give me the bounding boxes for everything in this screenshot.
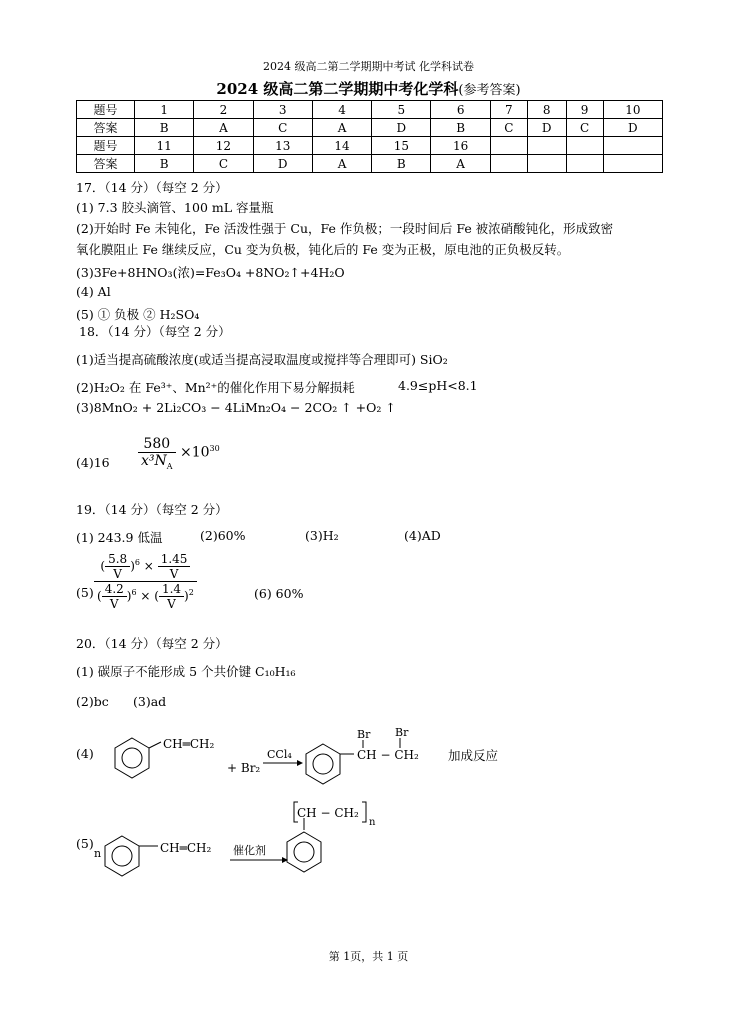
table-cell: 1	[135, 101, 194, 119]
q19-term	[159, 582, 184, 611]
q19-term-num: 4.2	[102, 582, 127, 597]
q20-answer-3: (3)ad	[133, 694, 167, 709]
table-cell: 3	[253, 101, 312, 119]
page-footer: 第 1页，共 1 页	[328, 950, 409, 963]
page-title	[0, 78, 737, 99]
title-main: 2024 级高二第二学期期中考化学科	[216, 80, 459, 98]
benzene-ring-icon	[105, 836, 158, 876]
q19-term-exp: 6	[131, 588, 137, 597]
q18-denominator	[138, 453, 176, 469]
q19-term-exp: 2	[188, 588, 194, 597]
table-cell: 6	[431, 101, 490, 119]
q20-reaction-5	[90, 800, 410, 890]
q18-formula	[138, 436, 220, 469]
q18-answer-4-prefix: (4)16	[76, 455, 110, 470]
table-row	[77, 137, 663, 155]
q19-answer-1: (1) 243.9 低温	[76, 530, 163, 545]
q18-answer-2: (2)H₂O₂ 在 Fe³⁺、Mn²⁺的催化作用下易分解损耗	[76, 380, 355, 395]
table-cell: 答案	[77, 119, 135, 137]
styrene-group: CH═CH₂	[163, 737, 215, 751]
q20-answer-5-label: (5)	[76, 836, 94, 851]
table-cell	[603, 155, 662, 173]
title-suffix: (参考答案)	[458, 83, 521, 98]
q19-answer-3: (3)H₂	[305, 528, 339, 543]
q19-answer-4: (4)AD	[404, 528, 441, 543]
q19-term-den: V	[169, 567, 179, 581]
table-cell: 13	[253, 137, 312, 155]
table-row	[77, 119, 663, 137]
table-cell: A	[312, 119, 371, 137]
bromine-reagent: + Br₂	[227, 761, 261, 775]
table-cell: A	[312, 155, 371, 173]
table-cell: C	[253, 119, 312, 137]
q19-term-exp: 6	[134, 558, 140, 567]
q19-k-fraction	[94, 552, 197, 611]
q17-answer-1: (1) 7.3 胶头滴管、100 mL 容量瓶	[76, 200, 274, 215]
table-cell: A	[194, 119, 253, 137]
q19-term	[102, 582, 127, 611]
table-cell: 8	[527, 101, 566, 119]
q19-term-den: V	[113, 567, 122, 581]
q18-den-text: x³N	[141, 453, 167, 469]
q20-reaction-type: 加成反应	[448, 748, 499, 763]
q18-exponent: 30	[209, 443, 220, 453]
q19-k-expression	[94, 552, 197, 611]
q20-reaction-4	[105, 728, 465, 798]
benzene-ring-icon	[287, 832, 321, 872]
q18-answer-3: (3)8MnO₂ + 2Li₂CO₃ − 4LiMn₂O₄ − 2CO₂ ↑ +O₂ ↑	[76, 400, 396, 415]
q19-term-num: 1.4	[159, 582, 184, 597]
q17-answer-4: (4) Al	[76, 284, 111, 299]
q18-answer-1: (1)适当提高硫酸浓度(或适当提高浸取温度或搅拌等合理即可) SiO₂	[76, 352, 448, 367]
table-cell: B	[431, 119, 490, 137]
table-cell	[566, 155, 603, 173]
table-cell: D	[603, 119, 662, 137]
table-cell: 题号	[77, 137, 135, 155]
polymer-chain: CH − CH₂	[297, 806, 359, 820]
q18-heading: 18．（14 分）（每空 2 分）	[79, 324, 231, 339]
table-cell: D	[253, 155, 312, 173]
benzene-ring-icon	[115, 738, 161, 778]
q19-term	[158, 552, 191, 581]
table-cell	[527, 155, 566, 173]
answer-table	[76, 100, 663, 173]
table-row	[77, 101, 663, 119]
q18-fraction	[138, 436, 176, 469]
table-cell: 5	[372, 101, 431, 119]
q19-answer-2: (2)60%	[200, 528, 246, 543]
table-cell: 14	[312, 137, 371, 155]
table-cell: 16	[431, 137, 490, 155]
table-cell: 2	[194, 101, 253, 119]
table-cell	[490, 155, 527, 173]
q19-heading: 19．（14 分）（每空 2 分）	[76, 502, 228, 517]
monomer-group: CH═CH₂	[160, 841, 212, 855]
q17-heading: 17．（14 分）（每空 2 分）	[76, 180, 228, 195]
table-cell: 7	[490, 101, 527, 119]
table-cell: 12	[194, 137, 253, 155]
table-cell: C	[194, 155, 253, 173]
table-cell: A	[431, 155, 490, 173]
table-cell: D	[372, 119, 431, 137]
reaction-condition: CCl₄	[267, 748, 292, 761]
table-cell: 9	[566, 101, 603, 119]
table-cell	[566, 137, 603, 155]
q17-answer-5: (5) ① 负极 ② H₂SO₄	[76, 307, 200, 322]
product-chain: CH − CH₂	[357, 748, 419, 762]
table-cell: B	[135, 155, 194, 173]
q17-answer-2-line2: 氧化膜阻止 Fe 继续反应，Cu 变为负极，钝化后的 Fe 变为正极，原电池的正负极反转。	[76, 242, 570, 257]
catalyst-label: 催化剂	[233, 844, 266, 857]
q19-answer-5-label: (5)	[76, 585, 94, 600]
q20-answer-2: (2)bc	[76, 694, 109, 709]
exam-header: 2024 级高二第二学期期中考试 化学科试卷	[263, 60, 474, 73]
q19-k-denominator: ( $\frac{4.2}{V}$ )$^6$ × ( $\frac{1.4}{V}$ )$^2$	[97, 582, 194, 611]
table-cell: 答案	[77, 155, 135, 173]
table-cell: 10	[603, 101, 662, 119]
table-cell	[603, 137, 662, 155]
q19-answer-6: (6) 60%	[254, 586, 304, 601]
q17-answer-2-line1: (2)开始时 Fe 未钝化，Fe 活泼性强于 Cu，Fe 作负极；一段时间后 Fe 被浓硝酸钝化，形成致密	[76, 221, 614, 236]
table-row	[77, 155, 663, 173]
q18-den-sub: A	[166, 461, 173, 471]
q19-term-den: V	[109, 597, 119, 611]
table-cell: D	[527, 119, 566, 137]
table-cell: B	[135, 119, 194, 137]
bromine-atom: Br	[357, 728, 371, 741]
table-cell: 15	[372, 137, 431, 155]
q20-answer-1: (1) 碳原子不能形成 5 个共价键 C₁₀H₁₆	[76, 664, 296, 679]
table-cell	[490, 137, 527, 155]
times-sign: ×	[143, 559, 154, 573]
table-cell: 题号	[77, 101, 135, 119]
q17-answer-3: (3)3Fe+8HNO₃(浓)=Fe₃O₄ +8NO₂↑+4H₂O	[76, 265, 345, 280]
bromine-atom: Br	[395, 728, 409, 739]
q20-heading: 20．（14 分）（每空 2 分）	[76, 636, 228, 651]
arrow-head	[297, 760, 303, 766]
q19-term	[105, 552, 130, 581]
q19-k-numerator: ( $\frac{5.8}{V}$ )$^6$ × $\frac{1.45}{V}$	[94, 552, 197, 582]
q18-answer-2-range: 4.9≤pH<8.1	[398, 378, 478, 393]
table-cell: C	[566, 119, 603, 137]
table-cell: 11	[135, 137, 194, 155]
q19-term-den: V	[167, 597, 176, 611]
q18-numerator: 580	[138, 436, 176, 453]
monomer-count: n	[94, 847, 102, 860]
table-cell	[527, 137, 566, 155]
q20-answer-4-label: (4)	[76, 746, 94, 761]
table-cell: 4	[312, 101, 371, 119]
q19-term-num: 5.8	[105, 552, 130, 567]
q19-term-num: 1.45	[158, 552, 191, 567]
polymer-degree: n	[369, 817, 376, 828]
table-cell: C	[490, 119, 527, 137]
table-cell: B	[372, 155, 431, 173]
times-sign: ×	[140, 589, 151, 603]
q18-multiplier: ×10	[180, 444, 210, 461]
